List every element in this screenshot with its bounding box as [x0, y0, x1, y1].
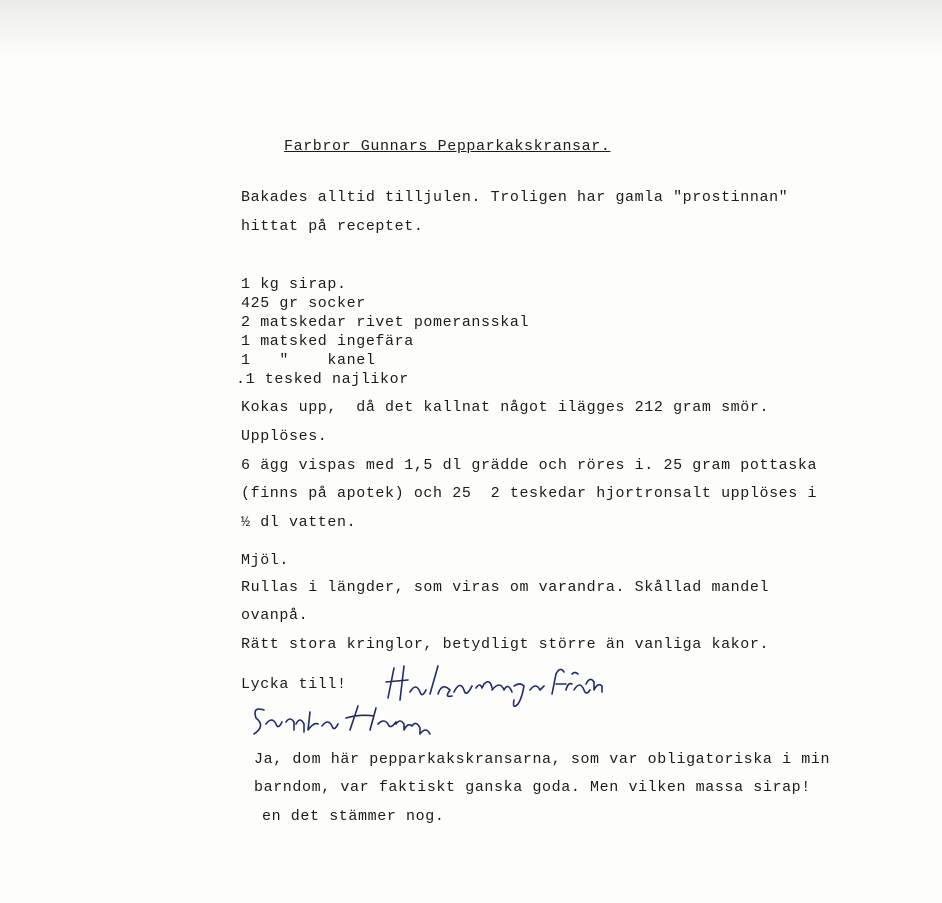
- ingredient-5: 1 " kanel: [241, 352, 376, 369]
- note-line-2: barndom, var faktiskt ganska goda. Men vilken massa sirap!: [254, 779, 811, 796]
- instruction-4: (finns på apotek) och 25 2 teskedar hjortronsalt upplöses i: [241, 485, 818, 502]
- instruction-8: ovanpå.: [241, 607, 309, 624]
- scan-shadow: [0, 0, 942, 60]
- instruction-5: ½ dl vatten.: [241, 514, 357, 531]
- intro-line-2: hittat på receptet.: [241, 218, 424, 235]
- note-line-1: Ja, dom här pepparkakskransarna, som var obligatoriska i min: [254, 751, 831, 768]
- instruction-2: Upplöses.: [241, 428, 328, 445]
- instruction-9: Rätt stora kringlor, betydligt större än vanliga kakor.: [241, 636, 770, 653]
- ingredient-6: .1 tesked najlikor: [236, 371, 409, 388]
- ingredient-2: 425 gr socker: [241, 295, 366, 312]
- ingredient-1: 1 kg sirap.: [241, 276, 347, 293]
- note-line-3: en det stämmer nog.: [262, 808, 445, 825]
- instruction-7: Rullas i längder, som viras om varandra. Skållad mandel: [241, 579, 770, 596]
- instruction-1: Kokas upp, då det kallnat något ilägges 212 gram smör.: [241, 399, 770, 416]
- intro-line-1: Bakades alltid tilljulen. Troligen har gamla "prostinnan": [241, 189, 789, 206]
- ingredient-4: 1 matsked ingefära: [241, 333, 414, 350]
- sign-off-text: Lycka till!: [241, 676, 347, 693]
- ingredient-3: 2 matskedar rivet pomeransskal: [241, 314, 530, 331]
- instruction-3: 6 ägg vispas med 1,5 dl grädde och röres i. 25 gram pottaska: [241, 457, 818, 474]
- handwriting-signature: [250, 700, 450, 740]
- recipe-title: Farbror Gunnars Pepparkakskransar.: [284, 138, 611, 155]
- instruction-6: Mjöl.: [241, 552, 290, 569]
